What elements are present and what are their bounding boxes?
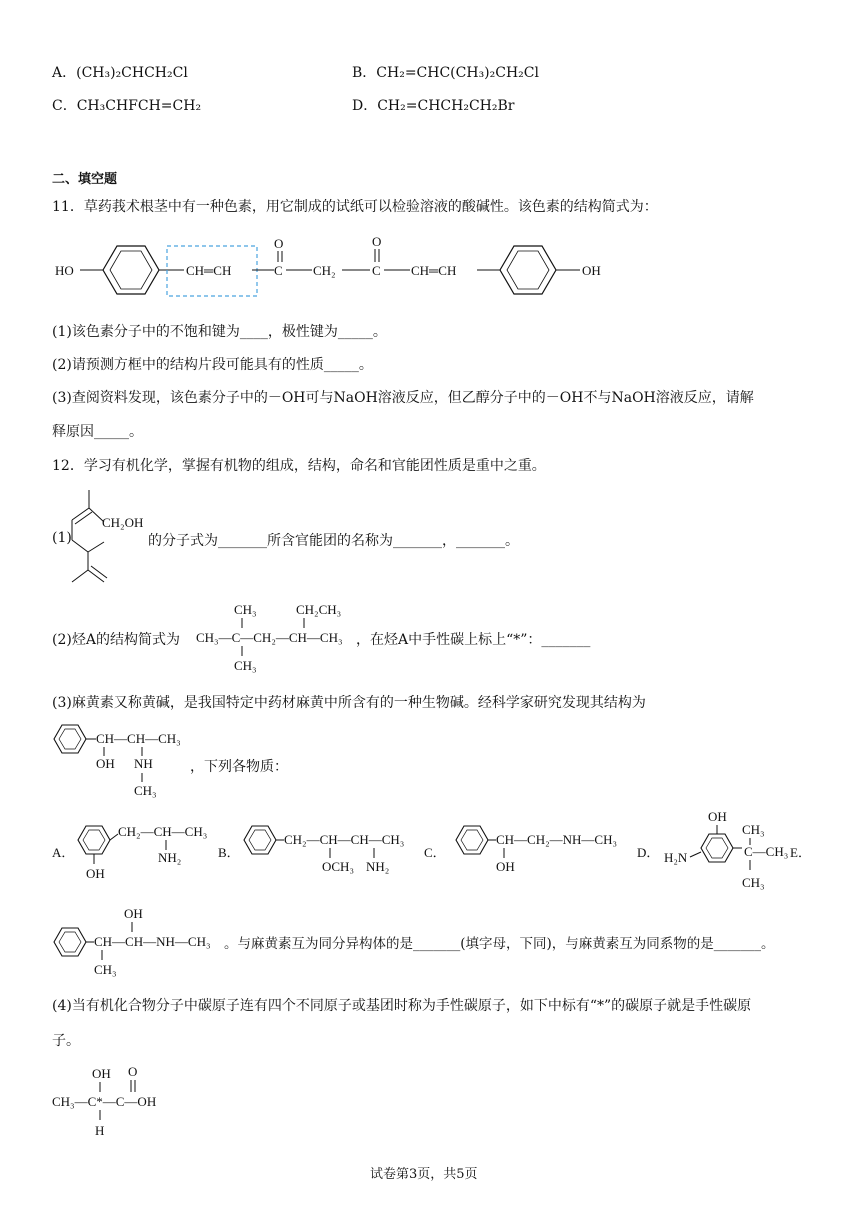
option-b-och3: OCH₃ <box>322 859 354 874</box>
q12-part1-label: (1) <box>52 530 72 546</box>
option-d-ch3-bottom: CH₃ <box>742 875 765 890</box>
q11-part3-line1: (3)查阅资料发现，该色素分子中的－OH可与NaOH溶液反应，但乙醇分子中的－OH不与NaOH溶液反应，请解 <box>52 390 754 406</box>
section-title: 二、填空题 <box>52 172 118 187</box>
option-e-label: E． <box>790 845 811 860</box>
option-d-ch3-top: CH₃ <box>742 822 765 837</box>
lactic-chain: CH₃—C*—C—OH <box>52 1094 157 1109</box>
q12-stem: 12．学习有机化学，掌握有机物的组成，结构，命名和官能团性质是重中之重。 <box>52 458 546 474</box>
carbonyl-c-2: C <box>372 263 381 278</box>
page-footer: 试卷第3页，共5页 <box>370 1167 478 1182</box>
lactic-oh: OH <box>92 1066 111 1081</box>
ch2-middle: CH₂ <box>313 263 336 278</box>
carbonyl-o-2: O <box>372 234 382 249</box>
lactic-h: H <box>95 1123 105 1138</box>
option-a-label: A． <box>52 845 75 860</box>
q12-part3-intro: (3)麻黄素又称黄碱，是我国特定中药材麻黄中所含有的一种生物碱。经科学家研究发现其结构为 <box>52 695 646 711</box>
left-oh: HO <box>55 263 74 278</box>
option-c-q10: C．CH₃CHFCH=CH₂ <box>52 98 202 114</box>
ephedrine-ch3: CH₃ <box>134 783 157 798</box>
q11-part1: (1)该色素分子中的不饱和键为____，极性键为_____。 <box>52 324 387 340</box>
q11-stem: 11．草药莪术根茎中有一种色素，用它制成的试纸可以检验溶液的酸碱性。该色素的结构简式为： <box>52 199 658 215</box>
option-a-q10: A．(CH₃)₂CHCH₂Cl <box>52 65 188 81</box>
q12-part2-suffix: ，在烃A中手性碳上标上“*”：_______ <box>356 632 591 648</box>
q12-part2-prefix: (2)烃A的结构简式为 <box>52 632 180 648</box>
q12-part3-list-intro: ，下列各物质： <box>190 759 288 775</box>
option-c-chain: CH—CH₂—NH—CH₃ <box>496 832 618 847</box>
option-b-chain: CH₂—CH—CH—CH₃ <box>284 832 405 847</box>
option-e-chain: CH—CH—NH—CH₃ <box>94 934 211 949</box>
option-d-q10: D．CH₂=CHCH₂CH₂Br <box>352 98 515 114</box>
option-d-label: D． <box>637 845 660 860</box>
q12-part4-line1: (4)当有机化合物分子中碳原子连有四个不同原子或基团时称为手性碳原子，如下中标有“*”的碳原子就是手性碳原 <box>52 998 752 1014</box>
ephedrine-nh: NH <box>134 756 153 771</box>
option-d-oh: OH <box>708 809 727 824</box>
option-c-label: C． <box>424 845 446 860</box>
carbonyl-o-1: O <box>274 236 284 251</box>
p2-main-chain: CH₃—C—CH₂—CH—CH₃ <box>196 630 343 645</box>
option-a-nh2: NH₂ <box>158 850 182 865</box>
carbonyl-c-1: C <box>274 263 283 278</box>
ephedrine-oh: OH <box>96 756 115 771</box>
option-a-oh: OH <box>86 866 105 881</box>
q12-part3-question: 。与麻黄素互为同分异构体的是_______(填字母，下同)，与麻黄素互为同系物的是_______。 <box>224 936 775 952</box>
option-c-oh: OH <box>496 859 515 874</box>
option-d-h2n: H₂N <box>664 850 688 865</box>
q11-part3-line2: 释原因_____。 <box>52 424 143 440</box>
p2-ch2ch3-top: CH₂CH₃ <box>296 602 342 617</box>
option-b-nh2: NH₂ <box>366 859 390 874</box>
option-d-c: C—CH₃ <box>744 844 789 859</box>
ch2oh-group: CH₂OH <box>102 515 144 530</box>
option-b-label: B． <box>218 845 240 860</box>
q12-part4-line2: 子。 <box>52 1033 80 1049</box>
q11-part2: (2)请预测方框中的结构片段可能具有的性质_____。 <box>52 357 373 373</box>
option-e-oh: OH <box>124 906 143 921</box>
q12-part1-question: 的分子式为_______所含官能团的名称为_______，_______。 <box>148 533 519 549</box>
p2-ch3-bottom: CH₃ <box>234 658 257 673</box>
right-oh: OH <box>582 263 601 278</box>
p2-ch3-top: CH₃ <box>234 602 257 617</box>
option-e-ch3: CH₃ <box>94 962 117 977</box>
ch-ch-left: CH═CH <box>186 263 232 278</box>
ephedrine-chain: CH—CH—CH₃ <box>96 731 181 746</box>
lactic-o: O <box>128 1064 138 1079</box>
ch-ch-right: CH═CH <box>411 263 457 278</box>
option-a-chain: CH₂—CH—CH₃ <box>118 824 208 839</box>
option-b-q10: B．CH₂=CHC(CH₃)₂CH₂Cl <box>352 65 539 81</box>
